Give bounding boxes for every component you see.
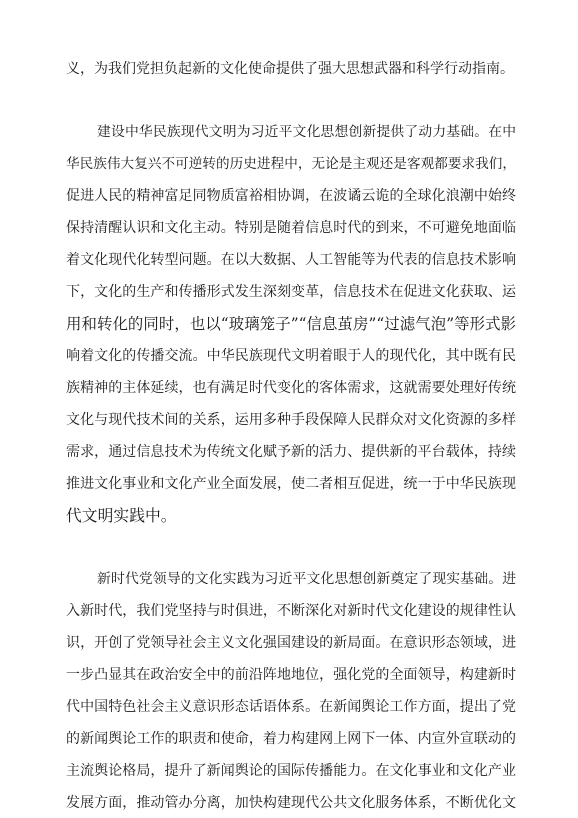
paragraph-line: 响着文化的传播交流。中华民族现代文明着眼于人的现代化，其中既有民 <box>66 348 516 364</box>
paragraph-line: 代中国特色社会主义意识形态话语体系。在新闻舆论工作方面，提出了党 <box>66 699 516 715</box>
paragraph-line: 着文化现代化转型问题。在以大数据、人工智能等为代表的信息技术影响 <box>66 252 516 268</box>
paragraph-line: 入新时代，我们党坚持与时俱进，不断深化对新时代文化建设的规律性认 <box>66 603 516 619</box>
paragraph-line: 保持清醒认识和文化主动。特别是随着信息时代的到来，不可避免地面临 <box>66 220 516 236</box>
paragraph-line: 华民族伟大复兴不可逆转的历史进程中，无论是主观还是客观都要求我们， <box>66 156 516 172</box>
paragraph-line: 主流舆论格局，提升了新闻舆论的国际传播能力。在文化事业和文化产业 <box>66 763 516 779</box>
paragraph-line: 的新闻舆论工作的职责和使命，着力构建网上网下一体、内宣外宣联动的 <box>66 731 516 747</box>
paragraph-line: 需求，通过信息技术为传统文化赋予新的活力、提供新的平台载体，持续 <box>66 444 516 460</box>
paragraph-line: 识，开创了党领导社会主义文化强国建设的新局面。在意识形态领域，进 <box>66 635 516 651</box>
paragraph-line: 文化与现代技术间的关系，运用多种手段保障人民群众对文化资源的多样 <box>66 412 516 428</box>
paragraph-line: 建设中华民族现代文明为习近平文化思想创新提供了动力基础。在中 <box>97 124 516 140</box>
paragraph-line: 推进文化事业和文化产业全面发展，使二者相互促进，统一于中华民族现 <box>66 476 516 492</box>
paragraph-line: 代文明实践中。 <box>66 506 177 525</box>
paragraph-line: 族精神的主体延续，也有满足时代变化的客体需求，这就需要处理好传统 <box>66 380 516 396</box>
paragraph-line: 义，为我们党担负起新的文化使命提供了强大思想武器和科学行动指南。 <box>66 61 514 77</box>
paragraph-line: 下，文化的生产和传播形式发生深刻变革，信息技术在促进文化获取、运 <box>66 284 516 300</box>
paragraph-line: 用和转化的同时，也以“玻璃笼子”“信息茧房”“过滤气泡”等形式影 <box>66 315 516 333</box>
paragraph-line: 发展方面，推动管办分离，加快构建现代公共文化服务体系，不断优化文 <box>66 795 516 811</box>
paragraph-line: 新时代党领导的文化实践为习近平文化思想创新奠定了现实基础。进 <box>97 571 516 587</box>
paragraph-line: 促进人民的精神富足同物质富裕相协调，在波谲云诡的全球化浪潮中始终 <box>66 188 516 204</box>
paragraph-line: 一步凸显其在政治安全中的前沿阵地地位，强化党的全面领导，构建新时 <box>66 667 516 683</box>
